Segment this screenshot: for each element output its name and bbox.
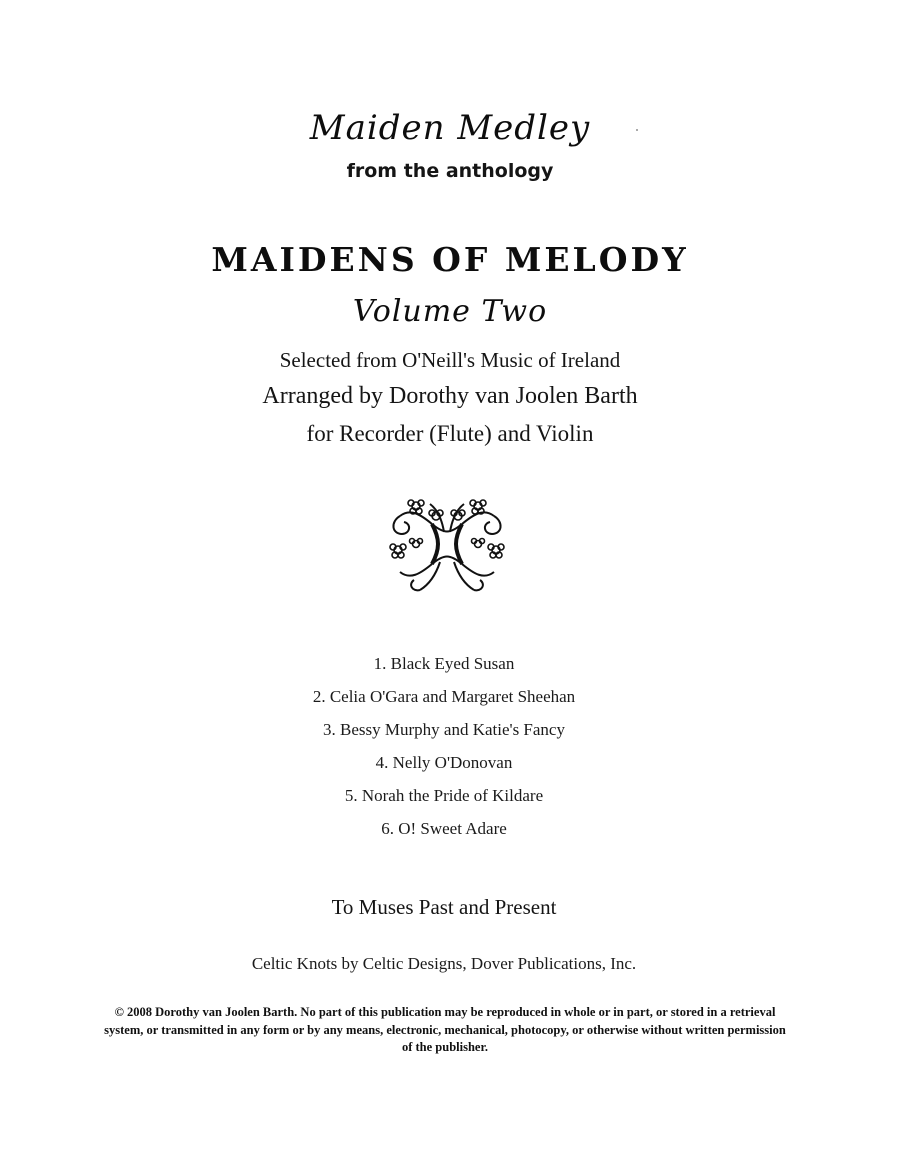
volume-label: Volume Two <box>352 294 548 329</box>
list-item: 5. Norah the Pride of Kildare <box>344 786 544 805</box>
source-line: Selected from O'Neill's Music of Ireland <box>279 348 621 372</box>
piece-subtitle: from the anthology <box>346 160 554 182</box>
list-item: 4. Nelly O'Donovan <box>375 753 513 772</box>
list-item: 6. O! Sweet Adare <box>381 819 507 838</box>
arranger-line: Arranged by Dorothy van Joolen Barth <box>262 383 638 409</box>
copyright-notice: © 2008 Dorothy van Joolen Barth. No part of this publication may be reproduced in whole or in part, or stored in a retrieval system, or transmitted in any form or by any means, electronic, mechanical, photocopy, or otherwise without written permission of the publisher. <box>104 1005 786 1054</box>
dedication: To Muses Past and Present <box>331 895 557 919</box>
list-item: 2. Celia O'Gara and Margaret Sheehan <box>312 687 576 706</box>
celtic-knot-floral-icon <box>384 494 510 594</box>
tune-list <box>0 650 888 848</box>
piece-title: Maiden Medley <box>309 108 591 148</box>
anthology-name: MAIDENS OF MELODY <box>211 240 689 279</box>
list-item: 3. Bessy Murphy and Katie's Fancy <box>323 720 565 739</box>
instrumentation-line: for Recorder (Flute) and Violin <box>306 421 594 446</box>
list-item: 1. Black Eyed Susan <box>373 654 515 673</box>
artwork-credit: Celtic Knots by Celtic Designs, Dover Publications, Inc. <box>251 954 637 973</box>
